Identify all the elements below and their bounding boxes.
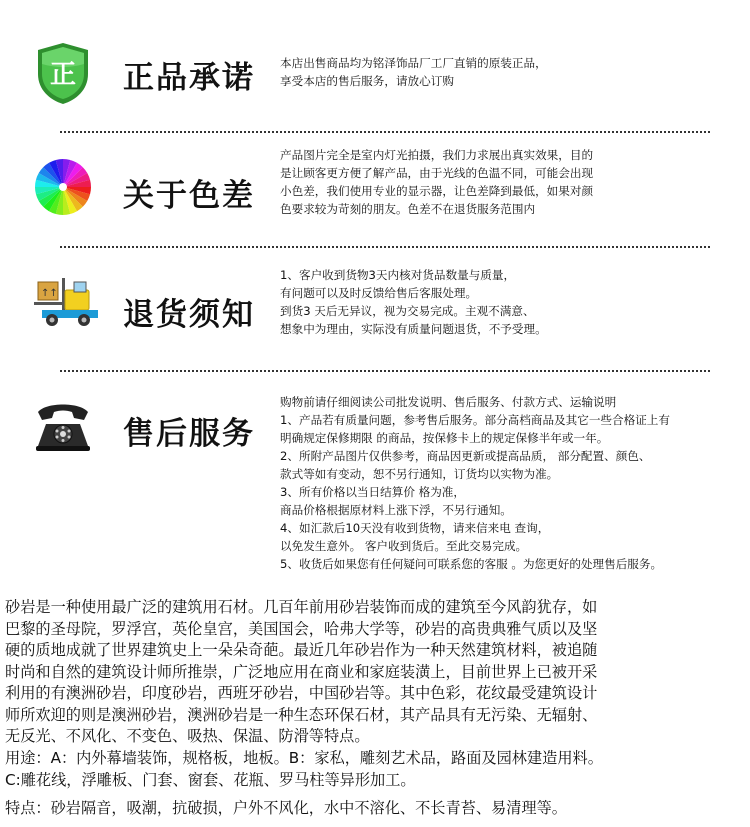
- color-wheel-icon: [34, 158, 100, 224]
- forklift-icon: [32, 272, 102, 338]
- sandstone-usage: 用途：A：内外幕墙装饰，规格板，地板。B：家私，雕刻艺术品，路面及园林建造用料。 C:雕花线，浮雕板、门套、窗套、花瓶、罗马柱等异形加工。: [5, 749, 603, 789]
- divider: [60, 370, 710, 372]
- divider: [60, 131, 710, 133]
- section-title: 退货须知: [123, 297, 255, 333]
- section-authentic-promise: [0, 0, 750, 130]
- section-description: 本店出售商品均为铭泽饰品厂工厂直销的原装正品， 享受本店的售后服务，请放心订购: [280, 56, 547, 88]
- divider: [60, 246, 710, 248]
- sandstone-features: 特点：砂岩隔音，吸潮，抗破损，户外不风化，水中不溶化、不长青苔、易清理等。: [5, 799, 567, 817]
- section-title: 正品承诺: [123, 60, 255, 96]
- sandstone-intro: 砂岩是一种使用最广泛的建筑用石材。几百年前用砂岩装饰而成的建筑至今风韵犹存，如 巴黎的圣母院，罗浮宫，英伦皇宫，美国国会，哈弗大学等，砂岩的高贵典雅气质以及坚 硬的质地成就了世界建筑史上一朵朵奇葩。最近几年砂岩作为一种天然建筑材料，被追随 时尚和自然的建筑设计师所推崇，广泛地应用在商业和家庭装潢上，目前世界上已被开采 利用的有澳洲砂岩，印度砂岩，西班牙砂岩，中国砂岩等。其中色彩，花纹最受建筑设计 师所欢迎的则是澳洲砂岩，澳洲砂岩是一种生态环保石材，其产品具有无污染、无辐射、 无反光、不风化、不变色、吸热、保温、防滑等特点。: [5, 598, 598, 745]
- svg-text:↑↑: ↑↑: [41, 288, 58, 299]
- section-description: 产品图片完全是室内灯光拍摄，我们力求展出真实效果，目的 是让顾客更方便了解产品，由于光线的色温不同，可能会出现 小色差，我们使用专业的显示器，让色差降到最低，如果对颜 色要求较为苛刻的朋友。色差不在退货服务范围内: [280, 148, 594, 216]
- section-title: 关于色差: [123, 178, 255, 214]
- shield-badge-icon: [30, 40, 96, 106]
- telephone-icon: [32, 398, 94, 464]
- section-title: 售后服务: [123, 416, 255, 452]
- shield-badge-text: 正: [49, 60, 76, 90]
- section-description: 购物前请仔细阅读公司批发说明、售后服务、付款方式、运输说明 1、产品若有质量问题，参考售后服务。部分高档商品及其它一些合格证上有 明确规定保修期限 的商品，按保修卡上的规定保修半年或一年。 2、所附产品图片仅供参考，商品因更新或提高品质， 部分配置、颜色、 款式等如有变动，恕不另行通知，订货均以实物为准。 3、所有价格以当日结算价 格为准， 商品价格根据原材料上涨下浮，不另行通知。 4、如汇款后10天没有收到货物，请来信来电 查询， 以免发生意外。 客户收到货后。至此交易完成。 5、收货后如果您有任何疑问可联系您的客服 。为您更好的处理售后服务。: [280, 395, 670, 571]
- section-description: 1、客户收到货物3天内核对货品数量与质量， 有问题可以及时反馈给售后客服处理。 到货3 天后无异议，视为交易完成。主观不满意、 想象中为理由，实际没有质量问题退货，不予受理。: [280, 268, 547, 336]
